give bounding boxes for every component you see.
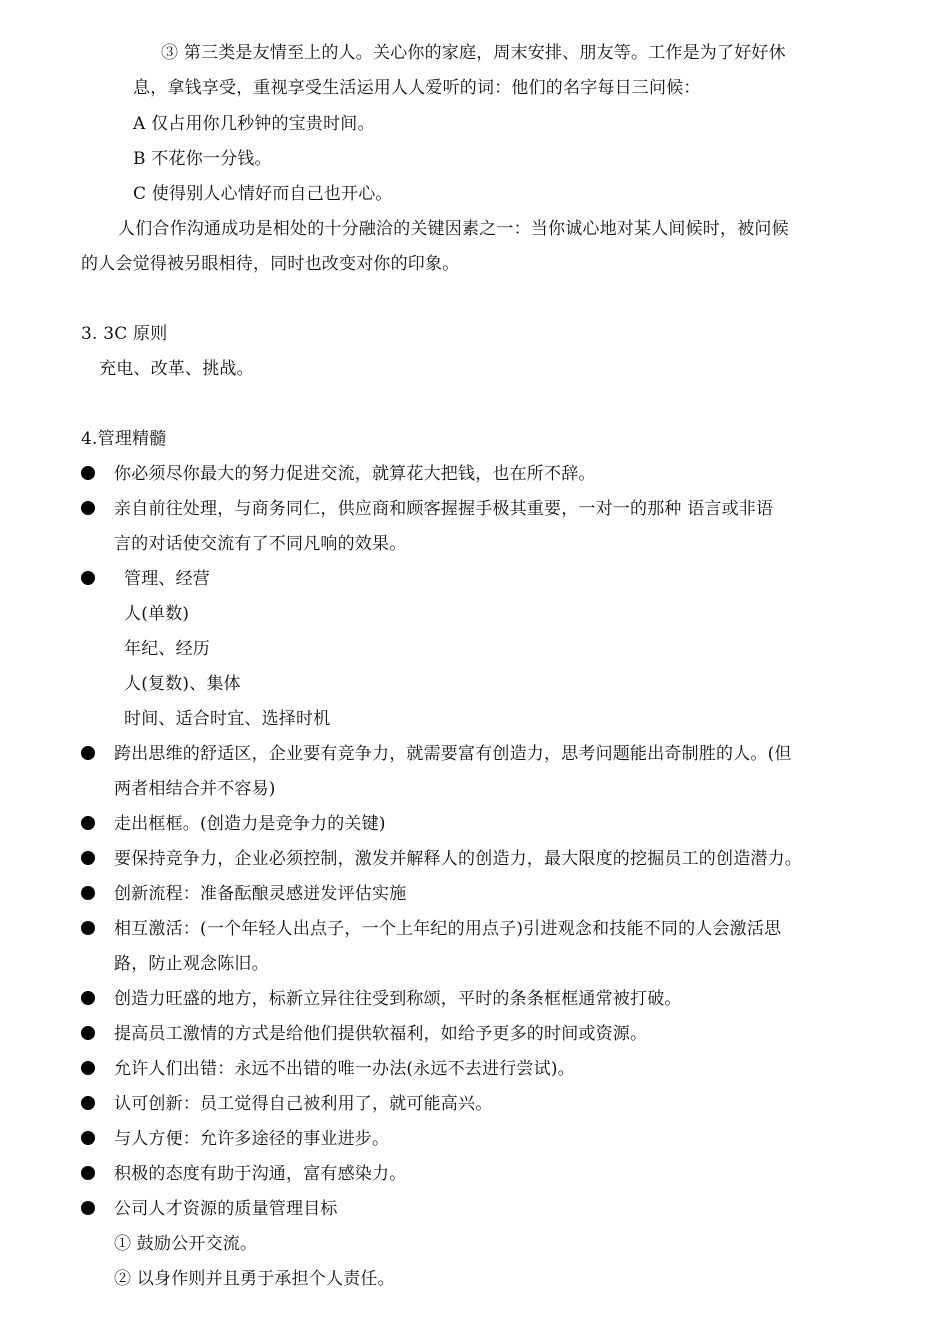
- bullet-10-text: 提高员工激情的方式是给他们提供软福利，如给予更多的时间或资源。: [114, 1024, 648, 1044]
- bullet-14-text: 积极的态度有助于沟通，富有感染力。: [114, 1164, 407, 1184]
- bullet-8-line-1: 相互激活：(一个年轻人出点子，一个上年纪的用点子)引进观念和技能不同的人会激活思: [114, 919, 782, 939]
- bullet-marker: [81, 816, 95, 830]
- bullet-marker: [81, 991, 95, 1005]
- bullet-marker: [81, 1201, 95, 1215]
- bullet-marker: [81, 746, 95, 760]
- bullet-marker: [81, 571, 95, 585]
- section-4-heading: 4.管理精髓: [81, 429, 167, 449]
- bullet-marker: [81, 921, 95, 935]
- paragraph-line-2: 的人会觉得被另眼相待，同时也改变对你的印象。: [81, 254, 460, 274]
- bullet-13-text: 与人方便：允许多途径的事业进步。: [114, 1129, 390, 1149]
- bullet-15-line-3: ② 以身作则并且勇于承担个人责任。: [114, 1269, 395, 1289]
- option-a: A 仅占用你几秒钟的宝贵时间。: [133, 114, 375, 134]
- bullet-12-text: 认可创新：员工觉得自己被利用了，就可能高兴。: [114, 1094, 493, 1114]
- bullet-7-text: 创新流程：准备酝酿灵感迸发评估实施: [114, 884, 407, 904]
- bullet-3-line-4: 人(复数)、集体: [124, 674, 241, 694]
- bullet-15-line-1: 公司人才资源的质量管理目标: [114, 1199, 338, 1219]
- bullet-3-line-3: 年纪、经历: [124, 639, 210, 659]
- bullet-marker: [81, 1166, 95, 1180]
- item-3-line-2: 息，拿钱享受，重视享受生活运用人人爱听的词：他们的名字每日三问候：: [133, 78, 701, 98]
- bullet-marker: [81, 886, 95, 900]
- bullet-9-text: 创造力旺盛的地方，标新立异往往受到称颂，平时的条条框框通常被打破。: [114, 989, 682, 1009]
- bullet-4-line-1: 跨出思维的舒适区，企业要有竞争力，就需要富有创造力，思考问题能出奇制胜的人。(但: [114, 744, 792, 764]
- bullet-3-line-1: 管理、经营: [124, 569, 210, 589]
- section-3-body: 充电、改革、挑战。: [99, 359, 254, 379]
- bullet-5-text: 走出框框。(创造力是竞争力的关键): [114, 814, 386, 834]
- bullet-15-line-2: ① 鼓励公开交流。: [114, 1234, 258, 1254]
- bullet-marker: [81, 1096, 95, 1110]
- section-3-heading: 3. 3C 原则: [81, 324, 168, 344]
- bullet-1-text: 你必须尽你最大的努力促进交流，就算花大把钱，也在所不辞。: [114, 464, 596, 484]
- bullet-marker: [81, 501, 95, 515]
- bullet-2-line-1: 亲自前往处理，与商务同仁，供应商和顾客握握手极其重要，一对一的那种 语言或非语: [114, 499, 774, 519]
- item-3-line-1: ③ 第三类是友情至上的人。关心你的家庭，周末安排、朋友等。工作是为了好好休: [161, 43, 786, 63]
- bullet-marker: [81, 1026, 95, 1040]
- bullet-11-text: 允许人们出错：永远不出错的唯一办法(永远不去进行尝试)。: [114, 1059, 575, 1079]
- bullet-3-line-5: 时间、适合时宜、选择时机: [124, 709, 331, 729]
- bullet-6-text: 要保持竞争力，企业必须控制，激发并解释人的创造力，最大限度的挖掘员工的创造潜力。: [114, 849, 802, 869]
- bullet-marker: [81, 851, 95, 865]
- bullet-8-line-2: 路，防止观念陈旧。: [114, 954, 269, 974]
- bullet-3-line-2: 人(单数): [124, 604, 190, 624]
- bullet-marker: [81, 466, 95, 480]
- bullet-marker: [81, 1061, 95, 1075]
- bullet-4-line-2: 两者相结合并不容易): [114, 779, 276, 799]
- paragraph-line-1: 人们合作沟通成功是相处的十分融洽的关键因素之一：当你诚心地对某人间候时，被问候: [118, 219, 789, 239]
- option-b: B 不花你一分钱。: [133, 149, 272, 169]
- bullet-marker: [81, 1131, 95, 1145]
- option-c: C 使得别人心情好而自己也开心。: [133, 184, 393, 204]
- bullet-2-line-2: 言的对话使交流有了不同凡响的效果。: [114, 534, 407, 554]
